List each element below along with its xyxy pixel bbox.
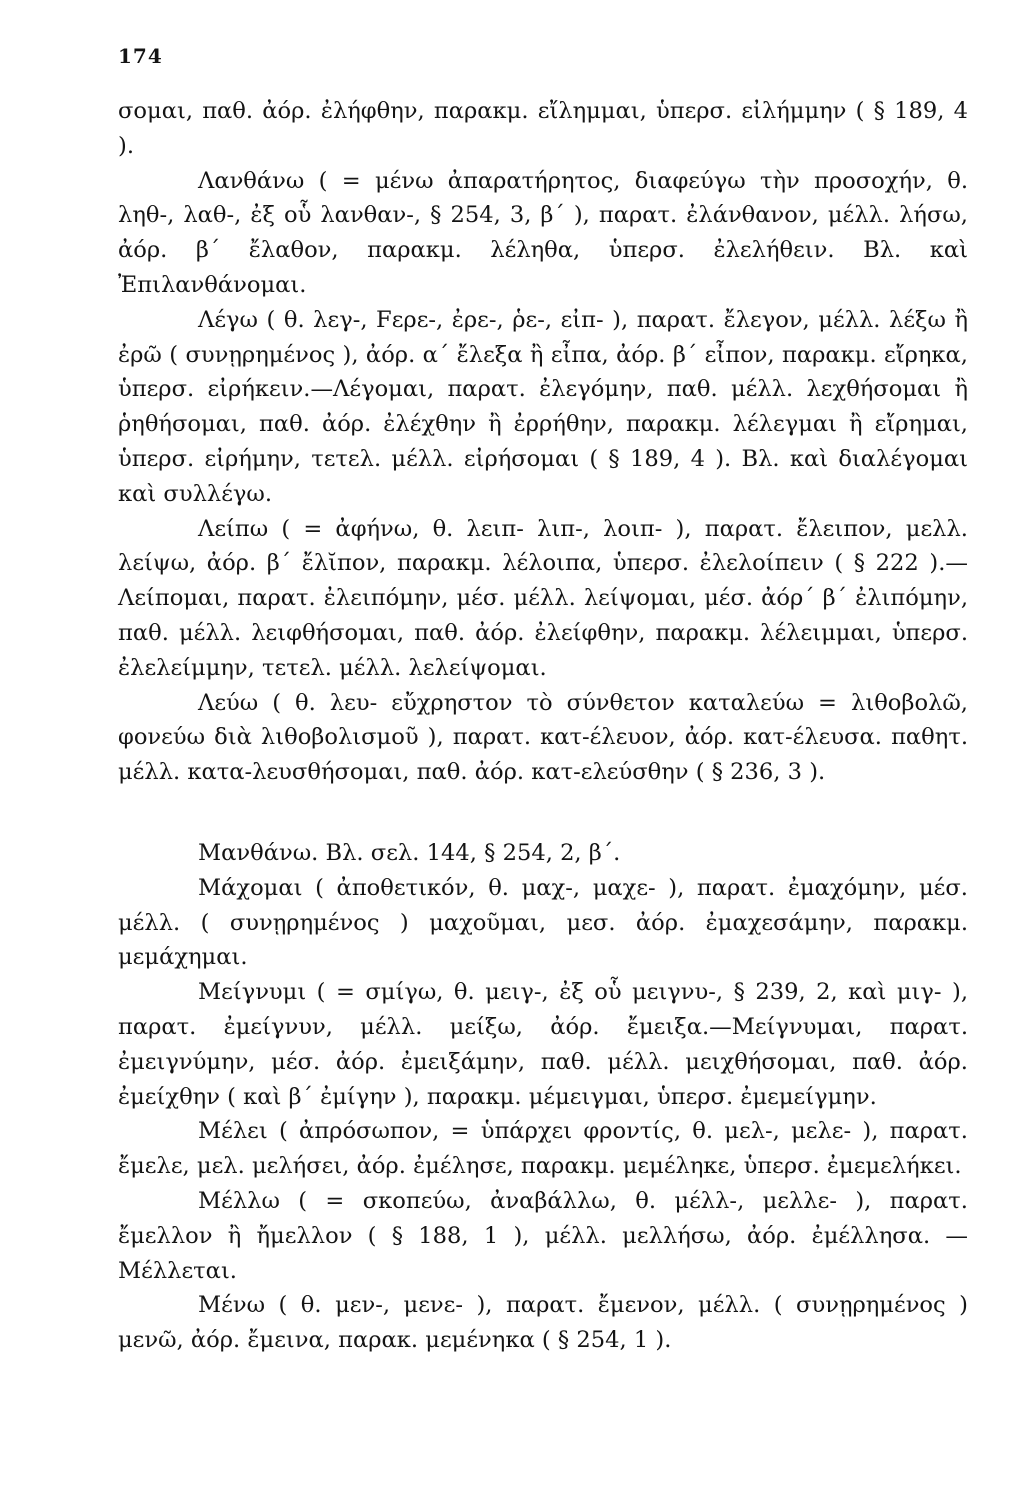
entry-lego: Λέγω ( θ. λεγ-, Fερε-, ἐρε-, ῥε-, εἰπ- ), παρατ. ἔλεγον, μέλλ. λέξω ἢ ἐρῶ ( συνῃρημένος ), ἀόρ. α΄ ἔλεξα ἢ εἶπα, ἀόρ. β΄ εἶπον, παρακμ. εἴρηκα, ὑπερσ. εἰρήκειν.—Λέγομαι, παρατ. ἐλεγόμην, παθ. μέλλ. λεχθήσομαι ἢ ῥηθήσομαι, παθ. ἀόρ. ἐλέχθην ἢ ἐρρήθην, παρακμ. λέλεγμαι ἢ εἴρημαι, ὑπερσ. εἰρήμην, τετελ. μέλλ. εἰρήσομαι ( § 189, 4 ). Βλ. καὶ διαλέγομαι καὶ συλλέγω. <box>118 306 968 507</box>
section-gap <box>118 790 968 836</box>
entry-mello: Μέλλω ( = σκοπεύω, ἀναβάλλω, θ. μέλλ-, μελλε- ), παρατ. ἔμελλον ἢ ἤμελλον ( § 188, 1 ), μέλλ. μελλήσω, ἀόρ. ἐμέλλησα. — Μέλλεται. <box>118 1187 968 1284</box>
entry-meno: Μένω ( θ. μεν-, μενε- ), παρατ. ἔμενον, μέλλ. ( συνῃρημένος ) μενῶ, ἀόρ. ἔμεινα, παρακ. μεμένηκα ( § 254, 1 ). <box>118 1292 968 1354</box>
entry-leipo: Λείπω ( = ἀφήνω, θ. λειπ- λιπ-, λοιπ- ), παρατ. ἔλειπον, μελλ. λείψω, ἀόρ. β΄ ἔλῐπον, παρακμ. λέλοιπα, ὑπερσ. ἐλελοίπειν ( § 222 ).— Λείπομαι, παρατ. ἐλειπόμην, μέσ. μέλλ. λείψομαι, μέσ. ἀόρ΄ β΄ ἐλιπόμην, παθ. μέλλ. λειφθήσομαι, παθ. ἀόρ. ἐλείφθην, παρακμ. λέλειμμαι, ὑπερσ. ἐλελείμμην, τετελ. μέλλ. λελείψομαι. <box>118 515 968 681</box>
entry-manthano: Μανθάνω. Βλ. σελ. 144, § 254, 2, β΄. <box>198 839 621 866</box>
entry-meignymi: Μείγνυμι ( = σμίγω, θ. μειγ-, ἐξ οὗ μειγνυ-, § 239, 2, καὶ μιγ- ), παρατ. ἐμείγνυν, μέλλ. μείξω, ἀόρ. ἔμειξα.—Μείγνυμαι, παρατ. ἐμειγνύμην, μέσ. ἀόρ. ἐμειξάμην, παθ. μέλλ. μειχθήσομαι, παθ. ἀόρ. ἐμείχθην ( καὶ β΄ ἐμίγην ), παρακμ. μέμειγμαι, ὑπερσ. ἐμεμείγμην. <box>118 979 968 1110</box>
entry-lanthano: Λανθάνω ( = μένω ἀπαρατήρητος, διαφεύγω τὴν προσοχήν, θ. ληθ-, λαθ-, ἐξ οὗ λανθαν-, § 254, 3, β΄ ), παρατ. ἐλάνθανον, μέλλ. λήσω, ἀόρ. β΄ ἔλαθον, παρακμ. λέληθα, ὑπερσ. ἐλελήθειν. Βλ. καὶ Ἐπιλανθάνομαι. <box>118 167 968 298</box>
entry-machomai: Μάχομαι ( ἀποθετικόν, θ. μαχ-, μαχε- ), παρατ. ἐμαχόμην, μέσ. μέλλ. ( συνῃρημένος ) μαχοῦμαι, μεσ. ἀόρ. ἐμαχεσάμην, παρακμ. μεμάχημαι. <box>118 874 968 971</box>
entry-leuo: Λεύω ( θ. λευ- εὔχρηστον τὸ σύνθετον καταλεύω = λιθοβολῶ, φονεύω διὰ λιθοβολισμοῦ ), παρατ. κατ-έλευον, ἀόρ. κατ-έλευσα. παθητ. μέλλ. κατα-λευσθήσομαι, παθ. ἀόρ. κατ-ελεύσθην ( § 236, 3 ). <box>118 689 968 786</box>
paragraph-continuation: σομαι, παθ. ἀόρ. ἐλήφθην, παρακμ. εἴλημμαι, ὑπερσ. εἰλήμμην ( § 189, 4 ). <box>118 98 968 159</box>
page-text <box>118 94 968 1358</box>
page-number: 174 <box>118 44 163 68</box>
entry-melei: Μέλει ( ἀπρόσωπον, = ὑπάρχει φροντίς, θ. μελ-, μελε- ), παρατ. ἔμελε, μελ. μελήσει, ἀόρ. ἐμέλησε, παρακμ. μεμέληκε, ὑπερσ. ἐμεμελήκει. <box>118 1118 968 1180</box>
